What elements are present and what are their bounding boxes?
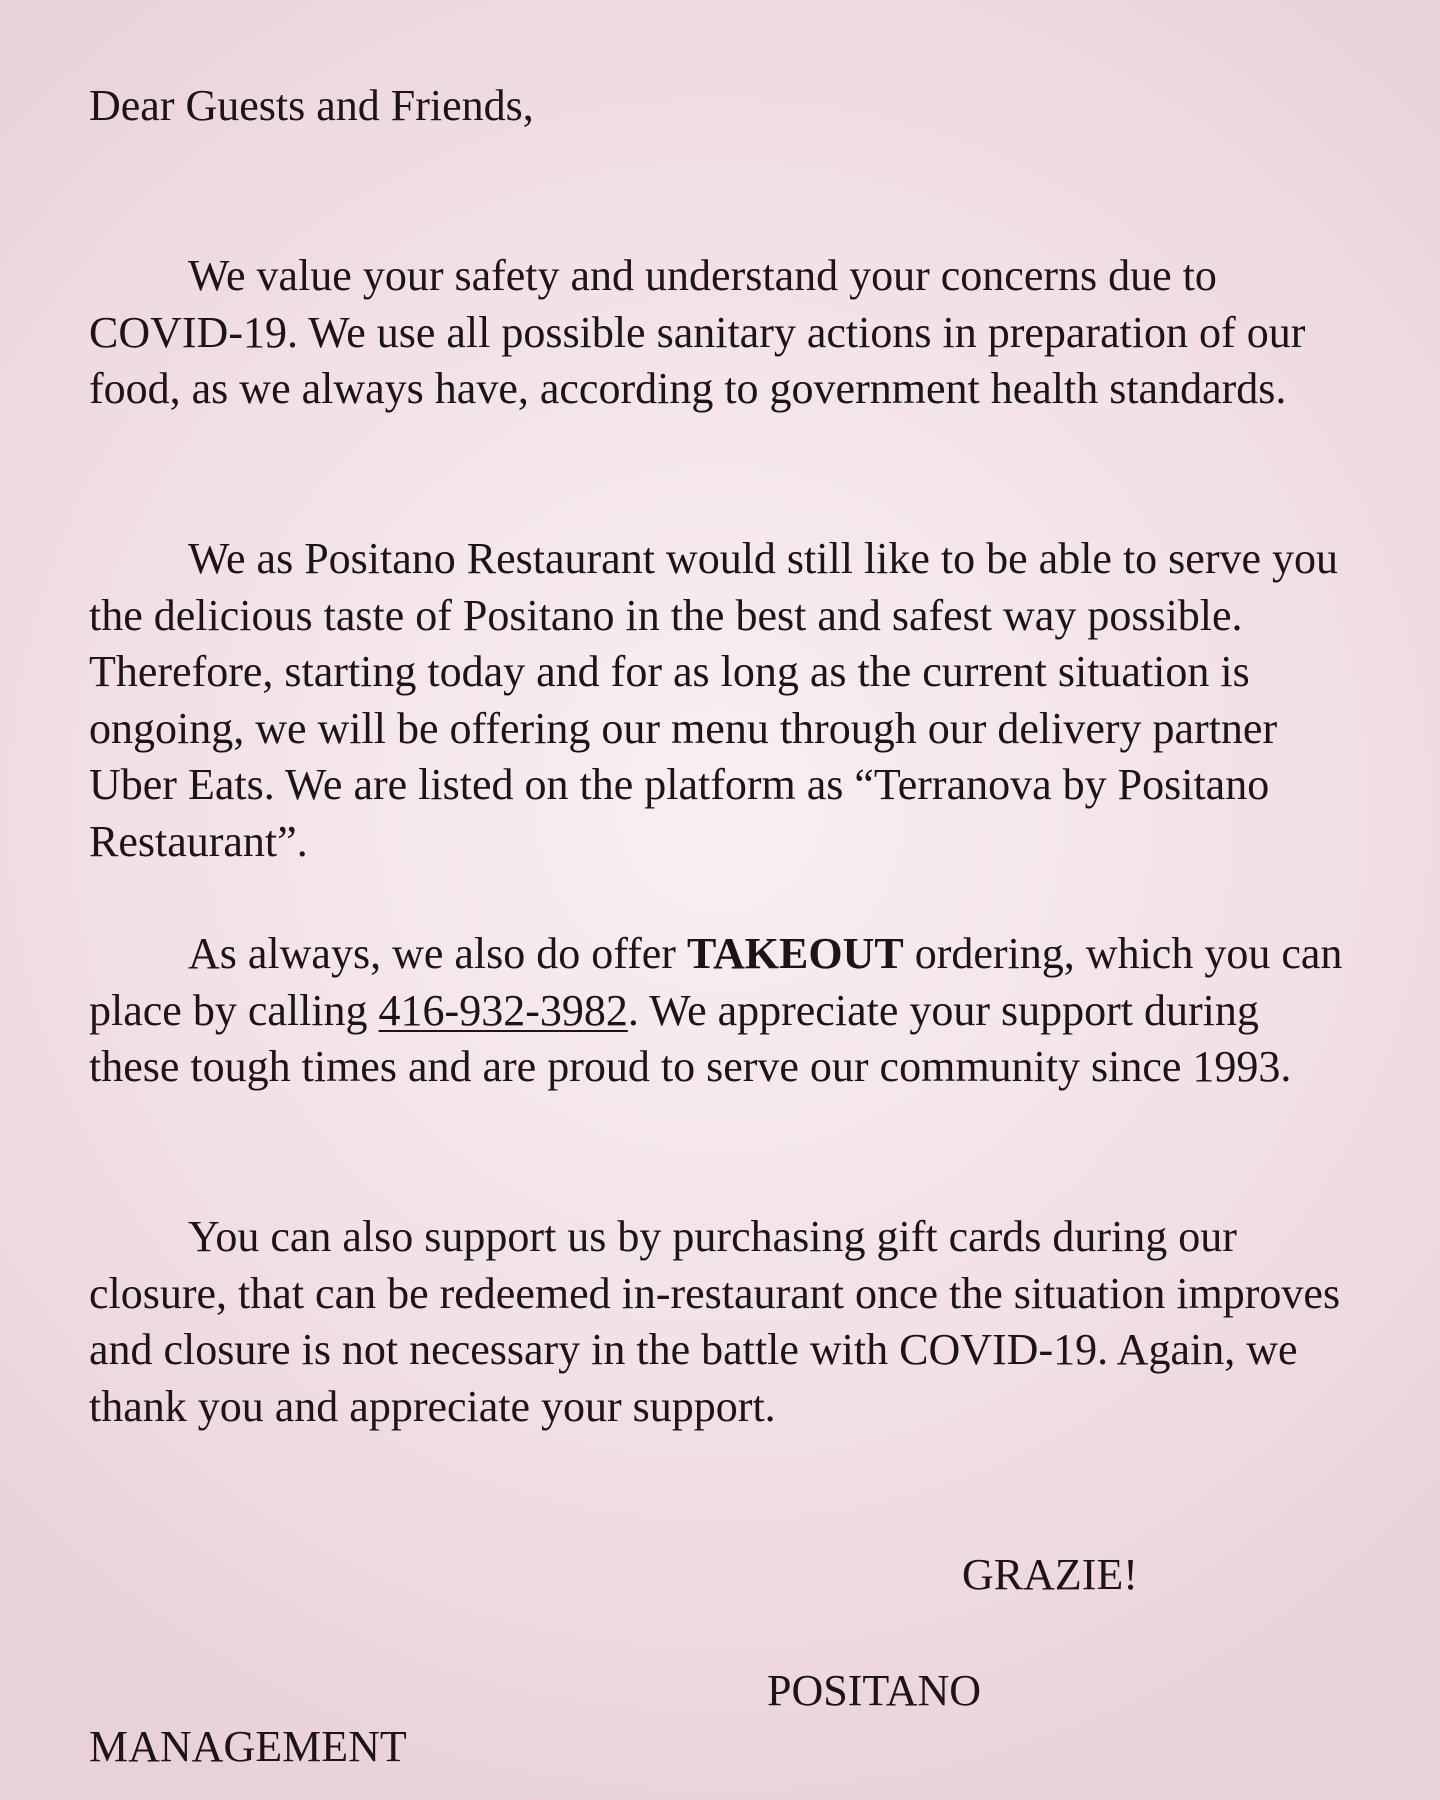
paragraph-gift-cards: You can also support us by purchasing gift cards during our closure, that can be redeemed in-restaurant once the situation improves and closure is not necessary in the battle with COVID-19. Again, we thank you and appreciate your support.: [89, 1212, 1341, 1431]
closing-grazie: GRAZIE!: [962, 1550, 1138, 1599]
takeout-text-3: . We appreciate your support during these tough times and are proud to serve our community since 1993.: [89, 985, 1292, 1091]
signature-positano: POSITANO: [767, 1666, 982, 1715]
takeout-text-2: ordering, which you can place by calling: [89, 929, 1343, 1035]
takeout-text-1: As always, we also do offer: [188, 929, 687, 978]
paragraph-delivery: We as Positano Restaurant would still like to be able to serve you the delicious taste of Positano in the best and safest way possible. Therefore, starting today and for as long as the current situation is ongoing, we will be offering our menu through our delivery partner Uber Eats. We are listed on the platform as “Terranova by Positano Restaurant”.: [89, 534, 1339, 866]
signature-management: MANAGEMENT: [89, 1722, 407, 1771]
paragraph-safety: We value your safety and understand your concerns due to COVID-19. We use all possible sanitary actions in preparation of our food, as we always have, according to government health standards.: [89, 251, 1306, 413]
paragraph-takeout: [89, 926, 1359, 1096]
phone-number: 416-932-3982: [378, 985, 628, 1035]
salutation: Dear Guests and Friends,: [89, 81, 534, 130]
takeout-emphasis: TAKEOUT: [686, 929, 904, 978]
